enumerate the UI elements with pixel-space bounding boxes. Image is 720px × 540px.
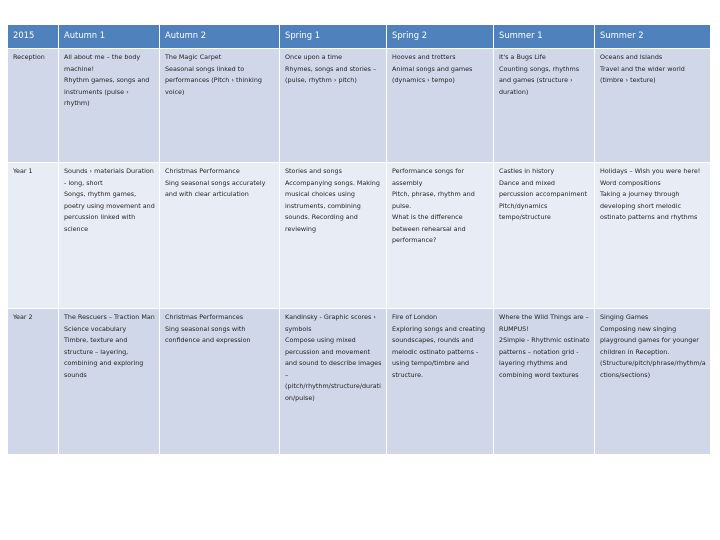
table-cell (494, 163, 595, 309)
table-row-year-1 (8, 163, 711, 309)
table-cell (280, 309, 387, 455)
cell-line: Counting songs, rhythms and games (structure › duration) (499, 64, 582, 96)
cell-line: Accompanying songs. Making musical choices using instruments, combining sounds. Recording and reviewing (285, 178, 382, 233)
cell-line: Fire of London (392, 313, 438, 321)
row-label: Reception (8, 49, 59, 163)
cell-line: Pitch/dynamics (499, 201, 548, 210)
cell-line: Timbre, texture and structure – layering, combining and exploring sounds (64, 336, 146, 379)
cell-line: (Structure/pitch/phrase/rhythm/actions/sections) (600, 359, 706, 379)
cell-line: Holidays – Wish you were here! (600, 167, 701, 175)
cell-line: tempo/structure (499, 213, 551, 221)
table-cell (59, 49, 160, 163)
table-cell (160, 163, 280, 309)
cell-line: The Rescuers – Traction Man (64, 313, 155, 321)
cell-line: Where the Wild Things are – RUMPUS! (499, 313, 591, 333)
cell-line: Taking a journey through developing short melodic ostinato patterns and rhythms (600, 190, 698, 221)
table-cell (387, 309, 494, 455)
table-cell (280, 49, 387, 163)
cell-line: The Magic Carpet (165, 53, 222, 61)
cell-line: Sounds › materials Duration - long, short (64, 167, 156, 187)
table-cell (595, 49, 711, 163)
table-cell (595, 163, 711, 309)
cell-line: Kandinsky - Graphic scores › symbols (285, 313, 378, 333)
cell-line: All about me – the body machine! (64, 53, 143, 73)
table-cell (387, 49, 494, 163)
cell-line: Stories and songs (285, 167, 342, 175)
table-row-reception (8, 49, 711, 163)
header-autumn-2: Autumn 2 (160, 25, 280, 49)
cell-line: It's a Bugs Life (499, 53, 546, 61)
cell-line: Dance and mixed percussion accompaniment (499, 178, 588, 198)
table-cell (160, 309, 280, 455)
row-label: Year 1 (8, 163, 59, 309)
cell-line: Word compositions (600, 178, 661, 187)
cell-line: 2Simple - Rhythmic ostinato patterns – notation grid - layering rhythms and combining word textures (499, 336, 592, 379)
cell-line: Pitch, phrase, rhythm and pulse. (392, 190, 477, 210)
cell-line: Performance songs for assembly (392, 167, 467, 187)
cell-line: Sing seasonal songs accurately and with clear articulation (165, 178, 268, 198)
cell-line: What is the difference between rehearsal and performance? (392, 213, 468, 244)
curriculum-table (7, 24, 711, 455)
header-spring-2: Spring 2 (387, 25, 494, 49)
cell-line: Songs, rhythm games, poetry using movement and percussion linked with science (64, 190, 157, 233)
cell-line: Science vocabulary (64, 324, 127, 333)
table-cell (494, 309, 595, 455)
cell-line: Christmas Performances (165, 313, 244, 321)
cell-line: Castles in history (499, 167, 555, 175)
table-cell (160, 49, 280, 163)
cell-line: Rhymes, songs and stories – (pulse, rhythm › pitch) (285, 64, 379, 84)
table-cell (595, 309, 711, 455)
header-summer-1: Summer 1 (494, 25, 595, 49)
table-cell (59, 163, 160, 309)
header-spring-1: Spring 1 (280, 25, 387, 49)
cell-line: Exploring songs and creating soundscapes, rounds and melodic ostinato patterns - using tempo/timbre and structure. (392, 324, 488, 379)
row-label: Year 2 (8, 309, 59, 455)
table-cell (280, 163, 387, 309)
table-cell (494, 49, 595, 163)
header-autumn-1: Autumn 1 (59, 25, 160, 49)
cell-line: Rhythm games, songs and instruments (pulse › rhythm) (64, 76, 152, 107)
table-cell (59, 309, 160, 455)
header-row (8, 25, 711, 49)
header-summer-2: Summer 2 (595, 25, 711, 49)
cell-line: Travel and the wider world (timbre › texture) (600, 64, 687, 84)
table-cell (387, 163, 494, 309)
table-row-year-2 (8, 309, 711, 455)
header-year: 2015 (8, 25, 59, 49)
cell-line: Christmas Performance (165, 167, 240, 175)
cell-line: Compose using mixed percussion and movement and sound to describe images – (pitch/rhythm/structure/duration/pulse) (285, 336, 384, 402)
cell-line: Animal songs and games (dynamics › tempo) (392, 64, 475, 84)
cell-line: Oceans and Islands (600, 53, 663, 61)
cell-line: Seasonal songs linked to performances (Pitch › thinking voice) (165, 64, 264, 96)
cell-line: Singing Games (600, 313, 649, 321)
cell-line: Composing new singing playground games for younger children in Reception. (600, 324, 701, 356)
cell-line: Sing seasonal songs with confidence and expression (165, 324, 251, 344)
cell-line: Hooves and trotters (392, 53, 456, 61)
cell-line: Once upon a time (285, 53, 343, 61)
